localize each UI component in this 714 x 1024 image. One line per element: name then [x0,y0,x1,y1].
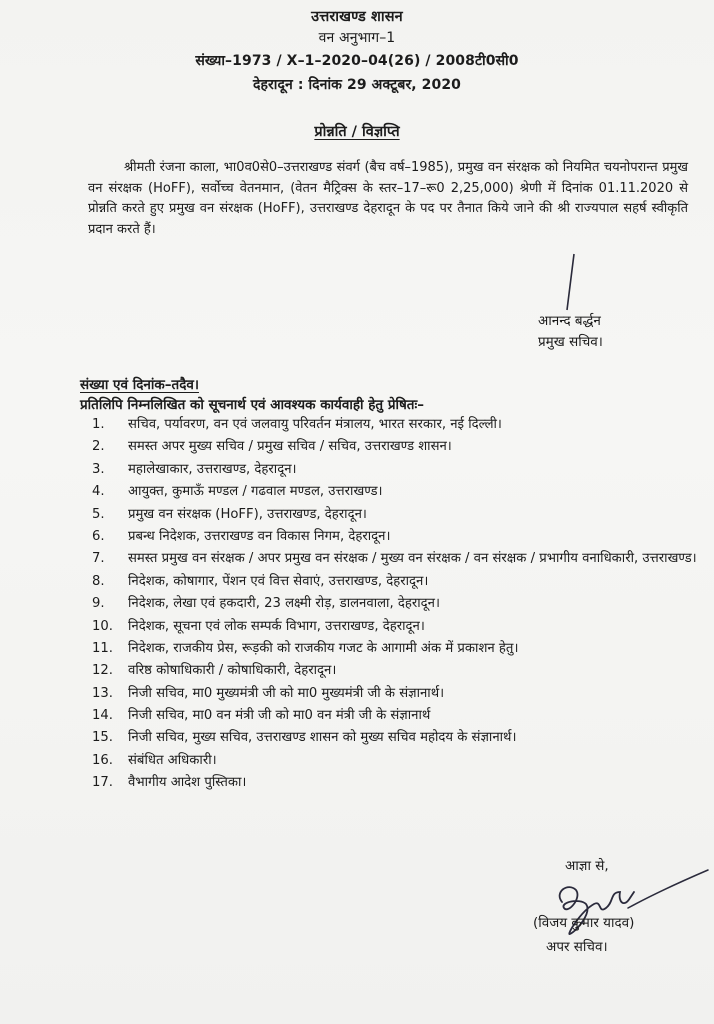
signatory-name: आनन्द बर्द्धन [538,313,601,329]
list-item-text: महालेखाकार, उत्तराखण्ड, देहरादून। [128,461,297,477]
list-item [92,594,702,614]
list-item-text: वैभागीय आदेश पुस्तिका। [128,775,247,791]
list-item-text: निदेशक, सूचना एवं लोक सम्पर्क विभाग, उत्तराखण्ड, देहरादून। [128,618,425,634]
list-item-text: निदेशक, कोषागार, पेंशन एवं वित्त सेवाएं, उत्तराखण्ड, देहरादून। [128,573,429,589]
list-item-number: 10. [92,618,113,634]
closing-signatory-name: (विजय कुमार यादव) [533,915,635,931]
list-item-number: 5. [92,506,105,522]
list-item-number: 13. [92,685,113,701]
list-item-text: निजी सचिव, मा0 मुख्यमंत्री जी को मा0 मुख्यमंत्री जी के संज्ञानार्थ। [128,685,445,701]
list-item [92,751,702,771]
list-item [92,549,702,569]
list-item-text: निदेशक, राजकीय प्रेस, रूड़की को राजकीय गजट के आगामी अंक में प्रकाशन हेतु। [128,640,519,656]
order-subject-text: प्रोन्नति / विज्ञप्ति [314,124,400,140]
list-item [92,706,702,726]
list-item [92,505,702,525]
list-item-number: 2. [92,439,105,455]
by-order-text: आज्ञा से, [565,858,609,874]
list-item-number: 8. [92,573,105,589]
list-item-number: 7. [92,551,105,567]
signature-icon [540,868,710,948]
list-item-number: 11. [92,640,113,656]
list-item-text: निजी सचिव, मा0 वन मंत्री जी को मा0 वन मंत्री जी के संज्ञानार्थ [128,708,431,724]
list-item-text: आयुक्त, कुमाऊँ मण्डल / गढवाल मण्डल, उत्तराखण्ड। [128,484,383,500]
list-item-text: समस्त अपर मुख्य सचिव / प्रमुख सचिव / सचिव, उत्तराखण्ड शासन। [128,439,452,455]
list-item-number: 4. [92,484,105,500]
list-item-number: 6. [92,528,105,544]
list-item [92,728,702,748]
list-item-text: समस्त प्रमुख वन संरक्षक / अपर प्रमुख वन संरक्षक / मुख्य वन संरक्षक / वन संरक्षक / प्रभागीय वनाधिकारी, उत्तराखण्ड। [128,551,697,567]
list-item [92,460,702,480]
list-item-text: प्रमुख वन संरक्षक (HoFF), उत्तराखण्ड, देहरादून। [128,506,367,522]
list-item [92,617,702,637]
list-item [92,773,702,793]
signature-mark-icon [560,252,580,312]
list-item-number: 12. [92,663,113,679]
list-item-number: 17. [92,775,113,791]
signatory-designation: प्रमुख सचिव। [538,334,603,350]
list-item [92,661,702,681]
list-item-text: सचिव, पर्यावरण, वन एवं जलवायु परिवर्तन मंत्रालय, भारत सरकार, नई दिल्ली। [128,417,502,432]
list-item-number: 9. [92,596,105,612]
list-item-text: संबंधित अधिकारी। [128,752,217,768]
list-item-text: निदेशक, लेखा एवं हकदारी, 23 लक्ष्मी रोड़, डालनवाला, देहरादून। [128,596,440,612]
closing-signatory-designation: अपर सचिव। [546,939,608,955]
place-date: देहरादून : दिनांक 29 अक्टूबर, 2020 [252,77,462,93]
list-item [92,437,702,457]
list-item-number: 15. [92,730,113,746]
list-item-number: 14. [92,708,113,724]
list-item [92,527,702,547]
reference-number: संख्या–1973 / X–1–2020–04(26) / 2008टी0सी0 [195,53,519,69]
list-item [92,639,702,659]
government-name: उत्तराखण्ड शासन [311,9,403,25]
distribution-list [92,415,702,796]
list-item [92,415,702,435]
list-item [92,572,702,592]
department-section: वन अनुभाग–1 [318,30,396,46]
list-item-number: 16. [92,752,113,768]
list-item [92,482,702,502]
list-item-number: 3. [92,461,105,477]
list-item-number: 1. [92,417,105,432]
list-item [92,684,702,704]
list-item-text: वरिष्ठ कोषाधिकारी / कोषाधिकारी, देहरादून। [128,663,337,679]
order-subject [0,121,714,141]
order-body-text: श्रीमती रंजना काला, भा0व0से0–उत्तराखण्ड संवर्ग (बैच वर्ष–1985), प्रमुख वन संरक्षक को नियमित चयनोपरान्त प्रमुख वन संरक्षक (HoFF), सर्वोच्च वेतनमान, (वेतन मैट्रिक्स के स्तर–17–रू0 2,25,000) श्रेणी में दिनांक 01.11.2020 से प्रोन्नति करते हुए प्रमुख वन संरक्षक (HoFF), उत्तराखण्ड देहरादून के पद पर तैनात किये जाने की श्री राज्यपाल सहर्ष स्वीकृति प्रदान करते हैं। [88,160,688,237]
order-body [88,158,688,240]
list-item-text: निजी सचिव, मुख्य सचिव, उत्तराखण्ड शासन को मुख्य सचिव महोदय के संज्ञानार्थ। [128,730,517,746]
list-item-text: प्रबन्ध निदेशक, उत्तराखण्ड वन विकास निगम, देहरादून। [128,528,391,544]
copy-forwarded-heading: प्रतिलिपि निम्नलिखित को सूचनार्थ एवं आवश्यक कार्यवाही हेतु प्रेषितः– [80,397,424,413]
reference-same: संख्या एवं दिनांक–तदैव। [80,377,199,393]
